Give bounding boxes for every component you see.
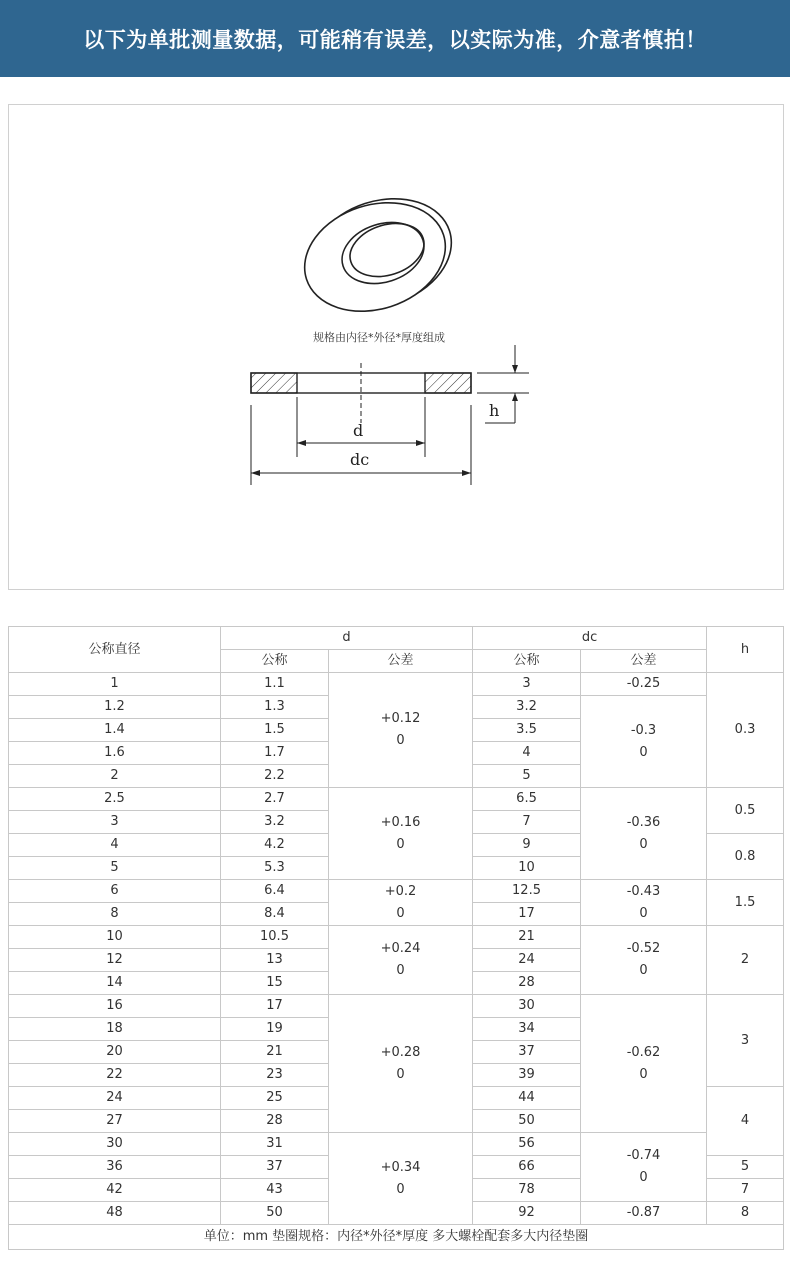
dc-nominal-cell: 50 (473, 1110, 581, 1133)
d-nominal-cell: 1.1 (221, 673, 329, 696)
washer-diagram (8, 104, 784, 590)
nominal-cell: 22 (9, 1064, 221, 1087)
nominal-cell: 6 (9, 880, 221, 903)
nominal-cell: 1.4 (9, 719, 221, 742)
d-tol-lower: 0 (396, 733, 405, 748)
d-nominal-cell: 37 (221, 1156, 329, 1179)
header-dc-nominal: 公称 (473, 650, 581, 673)
table-row (9, 880, 784, 903)
d-nominal-cell: 4.2 (221, 834, 329, 857)
dc-nominal-cell: 4 (473, 742, 581, 765)
dc-tol-lower: 0 (639, 963, 648, 978)
d-nominal-cell: 3.2 (221, 811, 329, 834)
nominal-cell: 24 (9, 1087, 221, 1110)
d-nominal-cell: 19 (221, 1018, 329, 1041)
figure-caption: 规格由内径*外径*厚度组成 (313, 331, 445, 344)
d-nominal-cell: 31 (221, 1133, 329, 1156)
dc-nominal-cell: 30 (473, 995, 581, 1018)
dc-nominal-cell: 24 (473, 949, 581, 972)
dc-nominal-cell: 34 (473, 1018, 581, 1041)
nominal-cell: 27 (9, 1110, 221, 1133)
dc-tol-lower: 0 (639, 1066, 648, 1082)
header-dc: dc (473, 627, 707, 650)
dc-tol-lower: 0 (639, 905, 648, 921)
d-nominal-cell: 28 (221, 1110, 329, 1133)
d-tol-lower: 0 (396, 1181, 405, 1197)
table-row (9, 926, 784, 949)
nominal-cell: 30 (9, 1133, 221, 1156)
d-nominal-cell: 10.5 (221, 926, 329, 949)
d-nominal-cell: 43 (221, 1179, 329, 1202)
nominal-cell: 5 (9, 857, 221, 880)
header-d: d (221, 627, 473, 650)
dc-nominal-cell: 92 (473, 1202, 581, 1225)
dc-nominal-cell: 39 (473, 1064, 581, 1087)
dc-tolerance-cell (581, 1133, 707, 1202)
nominal-cell: 48 (9, 1202, 221, 1225)
nominal-cell: 4 (9, 834, 221, 857)
table-row (9, 673, 784, 696)
nominal-cell: 14 (9, 972, 221, 995)
label-d: d (353, 421, 364, 440)
dc-nominal-cell: 56 (473, 1133, 581, 1156)
dc-nominal-cell: 10 (473, 857, 581, 880)
header-d-nominal: 公称 (221, 650, 329, 673)
nominal-cell: 18 (9, 1018, 221, 1041)
dc-nominal-cell: 9 (473, 834, 581, 857)
dc-tol-lower: 0 (639, 836, 648, 852)
dc-nominal-cell: 3.2 (473, 696, 581, 719)
dc-nominal-cell: 78 (473, 1179, 581, 1202)
dc-tolerance-cell (581, 926, 707, 995)
nominal-cell: 1 (9, 673, 221, 696)
dc-nominal-cell: 44 (473, 1087, 581, 1110)
nominal-cell: 42 (9, 1179, 221, 1202)
washer-spec-table (8, 626, 784, 1250)
d-nominal-cell: 25 (221, 1087, 329, 1110)
nominal-cell: 36 (9, 1156, 221, 1179)
dc-tol-lower: 0 (639, 1170, 648, 1185)
nominal-cell: 12 (9, 949, 221, 972)
table-row (9, 1133, 784, 1156)
dc-tol-upper: -0.43 (626, 883, 661, 899)
h-cell: 3 (707, 995, 784, 1087)
h-cell: 5 (707, 1156, 784, 1179)
dc-tol-upper: -0.87 (626, 1205, 661, 1220)
label-dc: dc (350, 450, 370, 469)
h-cell: 7 (707, 1179, 784, 1202)
dc-tolerance-cell (581, 673, 707, 696)
d-tol-lower: 0 (396, 963, 405, 978)
h-cell: 1.5 (707, 880, 784, 926)
table-row (9, 788, 784, 811)
d-tol-lower: 0 (396, 1066, 405, 1082)
table-row (9, 995, 784, 1018)
washer-section-view (251, 345, 529, 485)
h-cell: 8 (707, 1202, 784, 1225)
nominal-cell: 1.2 (9, 696, 221, 719)
dc-tol-upper: -0.36 (626, 814, 661, 830)
d-tol-upper: +0.12 (380, 711, 421, 726)
dc-nominal-cell: 17 (473, 903, 581, 926)
dc-tol-upper: -0.52 (626, 941, 661, 956)
d-tol-upper: +0.16 (380, 814, 421, 830)
h-cell: 0.3 (707, 673, 784, 788)
banner-text: 以下为单批测量数据，可能稍有误差，以实际为准，介意者慎拍！ (83, 27, 707, 52)
d-nominal-cell: 21 (221, 1041, 329, 1064)
d-tol-upper: +0.28 (380, 1044, 421, 1060)
nominal-cell: 8 (9, 903, 221, 926)
d-nominal-cell: 13 (221, 949, 329, 972)
dc-tol-upper: -0.25 (626, 676, 661, 691)
dc-nominal-cell: 37 (473, 1041, 581, 1064)
d-tol-upper: +0.24 (380, 941, 421, 956)
dc-tol-upper: -0.3 (630, 722, 657, 738)
h-cell: 2 (707, 926, 784, 995)
d-nominal-cell: 6.4 (221, 880, 329, 903)
d-nominal-cell: 1.3 (221, 696, 329, 719)
nominal-cell: 10 (9, 926, 221, 949)
d-tol-lower: 0 (396, 905, 405, 921)
d-nominal-cell: 2.2 (221, 765, 329, 788)
dc-tol-lower: 0 (639, 744, 648, 760)
h-cell: 4 (707, 1087, 784, 1156)
h-cell: 0.5 (707, 788, 784, 834)
top-banner (0, 0, 790, 77)
d-tolerance-cell (329, 788, 473, 880)
nominal-cell: 3 (9, 811, 221, 834)
dc-tolerance-cell (581, 995, 707, 1133)
dc-nominal-cell: 5 (473, 765, 581, 788)
dc-nominal-cell: 3 (473, 673, 581, 696)
d-nominal-cell: 1.5 (221, 719, 329, 742)
table-footer-note: 单位：mm 垫圈规格：内径*外径*厚度 多大螺栓配套多大内径垫圈 (9, 1225, 784, 1250)
d-tolerance-cell (329, 995, 473, 1133)
label-h: h (489, 401, 500, 420)
header-d-tolerance: 公差 (329, 650, 473, 673)
d-nominal-cell: 15 (221, 972, 329, 995)
washer-3d-view (290, 181, 465, 328)
d-tol-upper: +0.34 (380, 1159, 421, 1175)
d-nominal-cell: 5.3 (221, 857, 329, 880)
dc-nominal-cell: 12.5 (473, 880, 581, 903)
dc-nominal-cell: 66 (473, 1156, 581, 1179)
dc-nominal-cell: 21 (473, 926, 581, 949)
dc-tol-upper: -0.62 (626, 1044, 661, 1060)
dc-tolerance-cell (581, 788, 707, 880)
dc-tolerance-cell (581, 696, 707, 788)
d-tol-upper: +0.2 (384, 883, 417, 899)
header-nominal-diameter: 公称直径 (9, 627, 221, 673)
d-nominal-cell: 1.7 (221, 742, 329, 765)
d-nominal-cell: 50 (221, 1202, 329, 1225)
nominal-cell: 20 (9, 1041, 221, 1064)
d-nominal-cell: 23 (221, 1064, 329, 1087)
d-tolerance-cell (329, 880, 473, 926)
d-nominal-cell: 2.7 (221, 788, 329, 811)
d-tolerance-cell (329, 926, 473, 995)
washer-drawing (9, 105, 783, 589)
d-nominal-cell: 17 (221, 995, 329, 1018)
h-cell: 0.8 (707, 834, 784, 880)
nominal-cell: 2 (9, 765, 221, 788)
dc-nominal-cell: 28 (473, 972, 581, 995)
header-dc-tolerance: 公差 (581, 650, 707, 673)
d-tolerance-cell (329, 1133, 473, 1225)
dc-tolerance-cell (581, 880, 707, 926)
nominal-cell: 2.5 (9, 788, 221, 811)
dc-tol-upper: -0.74 (626, 1148, 661, 1163)
dc-nominal-cell: 7 (473, 811, 581, 834)
d-nominal-cell: 8.4 (221, 903, 329, 926)
d-tol-lower: 0 (396, 836, 405, 852)
header-h: h (707, 627, 784, 673)
d-tolerance-cell (329, 673, 473, 788)
dc-nominal-cell: 6.5 (473, 788, 581, 811)
dc-tolerance-cell (581, 1202, 707, 1225)
nominal-cell: 16 (9, 995, 221, 1018)
dc-nominal-cell: 3.5 (473, 719, 581, 742)
nominal-cell: 1.6 (9, 742, 221, 765)
